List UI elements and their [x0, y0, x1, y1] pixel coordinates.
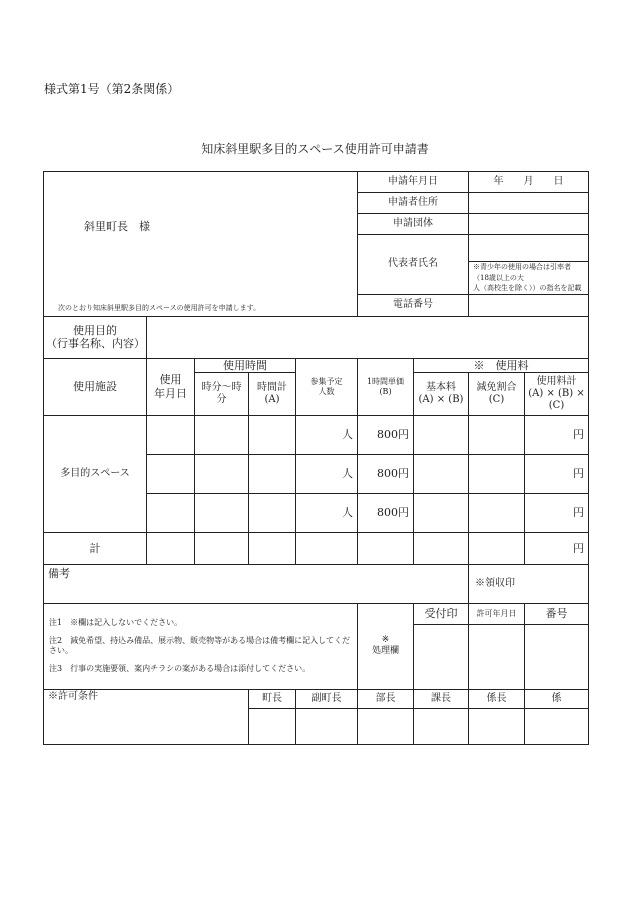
- representative-note-line: 人（高校生を除く））の指名を記載: [473, 284, 582, 292]
- time-total-field[interactable]: [249, 493, 296, 532]
- deputy-mayor-seal-field[interactable]: [296, 708, 358, 744]
- remarks-label: 備考: [48, 566, 70, 580]
- application-form-table: [43, 171, 589, 745]
- reduction-field[interactable]: [469, 415, 525, 454]
- receipt-seal-label: ※領収印: [475, 577, 515, 589]
- representative-name-field[interactable]: [469, 235, 589, 262]
- section-chief-seal-field[interactable]: [414, 708, 469, 744]
- attendees-header-line: 参集予定: [310, 377, 343, 386]
- permit-conditions-label: ※許可条件: [48, 690, 98, 702]
- received-seal-field[interactable]: [414, 624, 469, 689]
- time-range-field[interactable]: [195, 493, 249, 532]
- usage-date-field[interactable]: [147, 415, 195, 454]
- purpose-label-line: 使用目的: [73, 323, 117, 337]
- usage-date-field[interactable]: [147, 454, 195, 493]
- time-total-field[interactable]: [249, 454, 296, 493]
- total-reduction-field[interactable]: [469, 532, 525, 564]
- base-fee-header-line: 基本料: [426, 381, 456, 393]
- attendees-header: [296, 358, 358, 415]
- form-number: 様式第1号（第2条関係）: [44, 82, 180, 96]
- attendees-field[interactable]: 人: [296, 493, 358, 532]
- deputy-mayor-label: 副町長: [296, 689, 358, 708]
- permit-conditions-cell[interactable]: [44, 689, 249, 744]
- unit-price-header-line: (B): [379, 386, 392, 396]
- applicant-group-field[interactable]: [469, 214, 589, 235]
- purpose-field[interactable]: [147, 316, 589, 358]
- section-chief-label: 課長: [414, 689, 469, 708]
- addressee-cell: [44, 172, 358, 317]
- addressee: 斜里町長 様: [84, 220, 150, 233]
- facility-name: 多目的スペース: [44, 415, 147, 532]
- time-range-field[interactable]: [195, 415, 249, 454]
- notes-cell: [44, 603, 358, 689]
- time-total-header: [249, 372, 296, 415]
- facility-header: 使用施設: [44, 358, 147, 415]
- total-label: 計: [44, 532, 147, 564]
- base-fee-header-line: (A) × (B): [418, 393, 464, 405]
- receipt-seal-cell: [469, 564, 589, 603]
- base-fee-field[interactable]: [414, 454, 469, 493]
- attendees-field[interactable]: 人: [296, 415, 358, 454]
- fee-total-field[interactable]: 円: [525, 493, 589, 532]
- total-unit-price-field: [358, 532, 414, 564]
- time-range-header: 時分～時分: [195, 372, 249, 415]
- fee-total-header-line: 使用料計: [536, 375, 577, 387]
- number-label: 番号: [525, 603, 589, 624]
- received-seal-label: 受付印: [414, 603, 469, 624]
- usage-date-header-line: 使用: [159, 373, 182, 387]
- phone-field[interactable]: [469, 294, 589, 316]
- unit-price-value: 800円: [358, 415, 414, 454]
- reduction-header-line: 減免割合: [476, 381, 517, 393]
- processing-mark: ※: [381, 635, 390, 646]
- note-line: 注3 行事の実施要領、案内チラシの案がある場合は添付してください。: [49, 663, 311, 673]
- note-line: 注1 ※欄は記入しないでください。: [49, 618, 183, 628]
- attendees-field[interactable]: 人: [296, 454, 358, 493]
- time-total-header-line: (A): [264, 393, 280, 405]
- applicant-address-field[interactable]: [469, 193, 589, 214]
- total-time-range-field: [195, 532, 249, 564]
- applicant-address-label: 申請者住所: [358, 193, 469, 214]
- director-label: 部長: [358, 689, 414, 708]
- unit-price-header: [358, 358, 414, 415]
- mayor-seal-field[interactable]: [249, 708, 296, 744]
- document-title: 知床斜里駅多目的スペース使用許可申請書: [201, 142, 429, 156]
- application-date-label: 申請年月日: [358, 172, 469, 193]
- reduction-header: [469, 372, 525, 415]
- reduction-field[interactable]: [469, 493, 525, 532]
- unit-price-header-line: 1時間単価: [366, 377, 405, 386]
- remarks-field[interactable]: [44, 564, 469, 603]
- total-row: [44, 532, 589, 564]
- total-date-field: [147, 532, 195, 564]
- note-line: 注2 減免希望、持込み備品、展示物、販売物等がある場合は備考欄に記入してください。: [49, 635, 351, 656]
- usage-date-field[interactable]: [147, 493, 195, 532]
- time-total-header-line: 時間計: [257, 381, 287, 393]
- time-range-field[interactable]: [195, 454, 249, 493]
- total-base-fee-field[interactable]: [414, 532, 469, 564]
- usage-date-header: [147, 358, 195, 415]
- processing-cell: [358, 603, 414, 689]
- unit-price-value: 800円: [358, 454, 414, 493]
- processing-label: 処理欄: [371, 646, 399, 657]
- representative-note-line: ※青少年の使用の場合は引率者（18歳以上の大: [473, 263, 571, 282]
- attendees-header-line: 人数: [318, 386, 335, 396]
- total-attendees-field[interactable]: [296, 532, 358, 564]
- purpose-label-line: （行事名称、内容）: [46, 337, 145, 350]
- phone-label: 電話番号: [358, 294, 469, 316]
- permit-date-field[interactable]: [469, 624, 525, 689]
- time-total-field[interactable]: [249, 415, 296, 454]
- usage-time-header: 使用時間: [195, 358, 296, 372]
- fee-total-field[interactable]: 円: [525, 454, 589, 493]
- purpose-label: [44, 316, 147, 358]
- total-fee-field[interactable]: 円: [525, 532, 589, 564]
- fee-total-field[interactable]: 円: [525, 415, 589, 454]
- staff-label: 係: [525, 689, 589, 708]
- total-time-field[interactable]: [249, 532, 296, 564]
- base-fee-field[interactable]: [414, 415, 469, 454]
- usage-fee-header: ※ 使用料: [414, 358, 589, 372]
- base-fee-header: [414, 372, 469, 415]
- subsection-chief-seal-field[interactable]: [469, 708, 525, 744]
- number-field[interactable]: [525, 624, 589, 689]
- reduction-header-line: (C): [488, 393, 505, 405]
- reduction-field[interactable]: [469, 454, 525, 493]
- usage-date-header-line: 年月日: [154, 386, 187, 400]
- representative-note-cell: [469, 262, 589, 295]
- unit-price-value: 800円: [358, 493, 414, 532]
- director-seal-field[interactable]: [358, 708, 414, 744]
- subsection-chief-label: 係長: [469, 689, 525, 708]
- applicant-group-label: 申請団体: [358, 214, 469, 235]
- application-date-field[interactable]: 年 月 日: [469, 172, 589, 193]
- mayor-label: 町長: [249, 689, 296, 708]
- fee-total-header: [525, 372, 589, 415]
- permit-date-label: 許可年月日: [469, 603, 525, 624]
- fee-total-header-line: (A) × (B) × (C): [528, 387, 585, 411]
- staff-seal-field[interactable]: [525, 708, 589, 744]
- usage-row: [44, 415, 589, 454]
- application-statement: 次のとおり知床斜里駅多目的スペースの使用許可を申請します。: [58, 304, 261, 313]
- representative-label: 代表者氏名: [358, 235, 469, 295]
- base-fee-field[interactable]: [414, 493, 469, 532]
